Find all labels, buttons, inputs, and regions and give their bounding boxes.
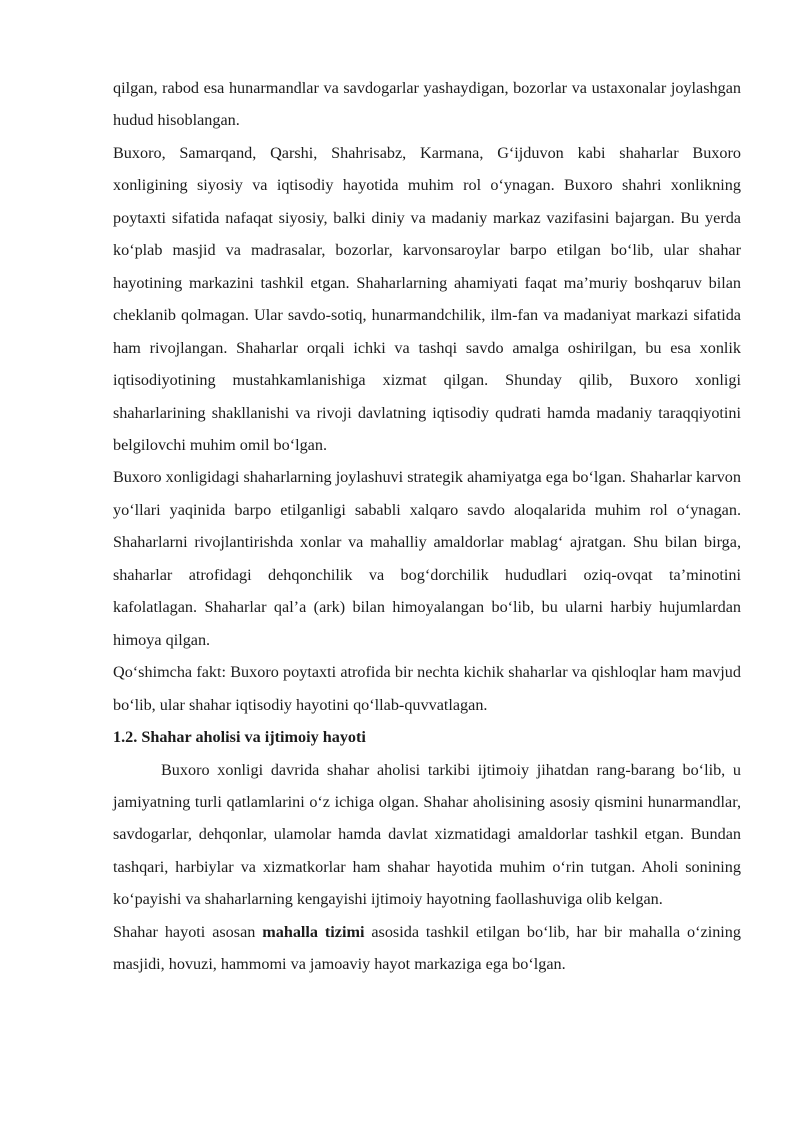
paragraph: qilgan, rabod esa hunarmandlar va savdogarlar yashaydigan, bozorlar va ustaxonalar joylashgan hudud hisoblangan. — [113, 79, 741, 130]
document-body — [113, 72, 741, 981]
paragraph: Qo‘shimcha fakt: Buxoro poytaxti atrofida bir nechta kichik shaharlar va qishloqlar ham mavjud bo‘lib, ular shahar iqtisodiy hayotini qo‘llab-quvvatlagan. — [113, 663, 741, 714]
paragraph-text: Shahar hayoti asosan — [113, 922, 263, 941]
bold-term: mahalla tizimi — [262, 922, 365, 941]
section-heading: 1.2. Shahar aholisi va ijtimoiy hayoti — [113, 728, 366, 747]
paragraph: Buxoro xonligi davrida shahar aholisi tarkibi ijtimoiy jihatdan rang-barang bo‘lib, u jamiyatning turli qatlamlarini o‘z ichiga olgan. Shahar aholisining asosiy qismini hunarmandlar, savdogarlar, dehqonlar, ulamolar hamda davlat xizmatidagi amaldorlar tashkil etgan. Bundan tashqari, harbiylar va xizmatkorlar ham shahar hayotida muhim o‘rin tutgan. Aholi sonining ko‘payishi va shaharlarning kengayishi ijtimoiy hayotning faollashuviga olib kelgan. — [113, 760, 741, 909]
paragraph — [113, 916, 741, 981]
paragraph: Buxoro xonligidagi shaharlarning joylashuvi strategik ahamiyatga ega bo‘lgan. Shaharlar karvon yo‘llari yaqinida barpo etilganligi sababli xalqaro savdo aloqalarida muhim rol o‘ynagan. Shaharlarni rivojlantirishda xonlar va mahalliy amaldorlar mablag‘ ajratgan. Shu bilan birga, shaharlar atrofidagi dehqonchilik va bog‘dorchilik hududlari oziq-ovqat ta’minotini kafolatlagan. Shaharlar qal’a (ark) bilan himoyalangan bo‘lib, bu ularni harbiy hujumlardan himoya qilgan. — [113, 468, 741, 649]
paragraph: Buxoro, Samarqand, Qarshi, Shahrisabz, Karmana, G‘ijduvon kabi shaharlar Buxoro xonligining siyosiy va iqtisodiy hayotida muhim rol o‘ynagan. Buxoro shahri xonlikning poytaxti sifatida nafaqat siyosiy, balki diniy va madaniy markaz vazifasini bajargan. Bu yerda ko‘plab masjid va madrasalar, bozorlar, karvonsaroylar barpo etilgan bo‘lib, ular shahar hayotining markazini tashkil etgan. Shaharlarning ahamiyati faqat ma’muriy boshqaruv bilan cheklanib qolmagan. Ular savdo-sotiq, hunarmandchilik, ilm-fan va madaniyat markazi sifatida ham rivojlangan. Shaharlar orqali ichki va tashqi savdo amalga oshirilgan, bu esa xonlik iqtisodiyotining mustahkamlanishiga xizmat qilgan. Shunday qilib, Buxoro xonligi shaharlarining shakllanishi va rivoji davlatning iqtisodiy qudrati hamda madaniy taraqqiyotini belgilovchi muhim omil bo‘lgan. — [113, 143, 741, 454]
paragraph-text: asosida tashkil etilgan bo‘lib, har bir mahalla o‘zining masjidi, hovuzi, hammomi va jamoaviy hayot markaziga ega bo‘lgan. — [113, 922, 741, 974]
